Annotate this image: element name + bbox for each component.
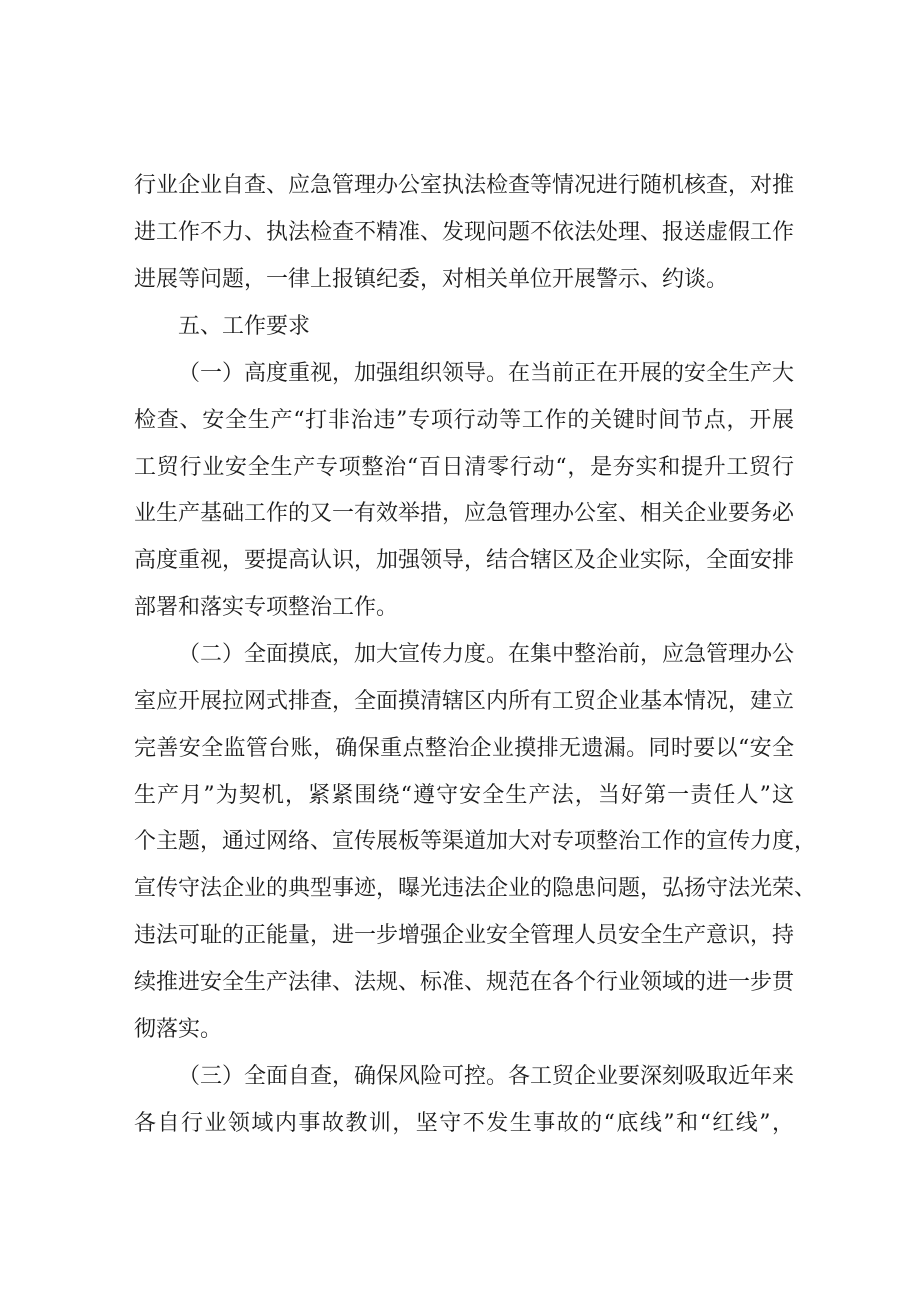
paragraph-first-line: （三）全面自查，确保风险可控。各工贸企业要深刻吸取近年来 [178,1064,795,1089]
body-text-line: 各自行业领域内事故教训，坚守不发生事故的“底线”和“红线”， [134,1111,794,1136]
body-text-line: 续推进安全生产法律、法规、标准、规范在各个行业领域的进一步贯 [134,970,795,995]
body-text-line: 彻落实。 [134,1017,223,1042]
body-text-line: 高度重视，要提高认识，加强领导，结合辖区及企业实际，全面安排 [134,548,795,573]
body-text-line: 宣传守法企业的典型事迹，曝光违法企业的隐患问题，弘扬守法光荣、 [134,876,817,901]
body-text-line: 部署和落实专项整治工作。 [134,595,399,620]
body-text-line: 工贸行业安全生产专项整治“百日清零行动“，是夯实和提升工贸行 [134,455,794,480]
body-text-line: 检查、安全生产“打非治违”专项行动等工作的关键时间节点，开展 [134,408,794,433]
body-text-line: 行业企业自查、应急管理办公室执法检查等情况进行随机核查，对推 [134,173,795,198]
body-text-line: 进展等问题，一律上报镇纪委，对相关单位开展警示、约谈。 [134,267,729,292]
section-heading: 五、工作要求 [178,314,311,339]
body-text-line: 违法可耻的正能量，进一步增强企业安全管理人员安全生产意识，持 [134,923,795,948]
body-text-line: 完善安全监管台账，确保重点整治企业摸排无遗漏。同时要以“安全 [134,736,794,761]
body-text-line: 进工作不力、执法检查不精准、发现问题不依法处理、报送虚假工作 [134,220,795,245]
body-text-line: 室应开展拉网式排查，全面摸清辖区内所有工贸企业基本情况，建立 [134,689,795,714]
body-text-line: 业生产基础工作的又一有效举措，应急管理办公室、相关企业要务必 [134,501,795,526]
paragraph-first-line: （二）全面摸底，加大宣传力度。在集中整治前，应急管理办公 [178,642,795,667]
body-text-line: 生产月”为契机，紧紧围绕“遵守安全生产法，当好第一责任人”这 [134,783,794,808]
paragraph-first-line: （一）高度重视，加强组织领导。在当前正在开展的安全生产大 [178,361,795,386]
body-text-line: 个主题，通过网络、宣传展板等渠道加大对专项整治工作的宣传力度， [134,829,817,854]
